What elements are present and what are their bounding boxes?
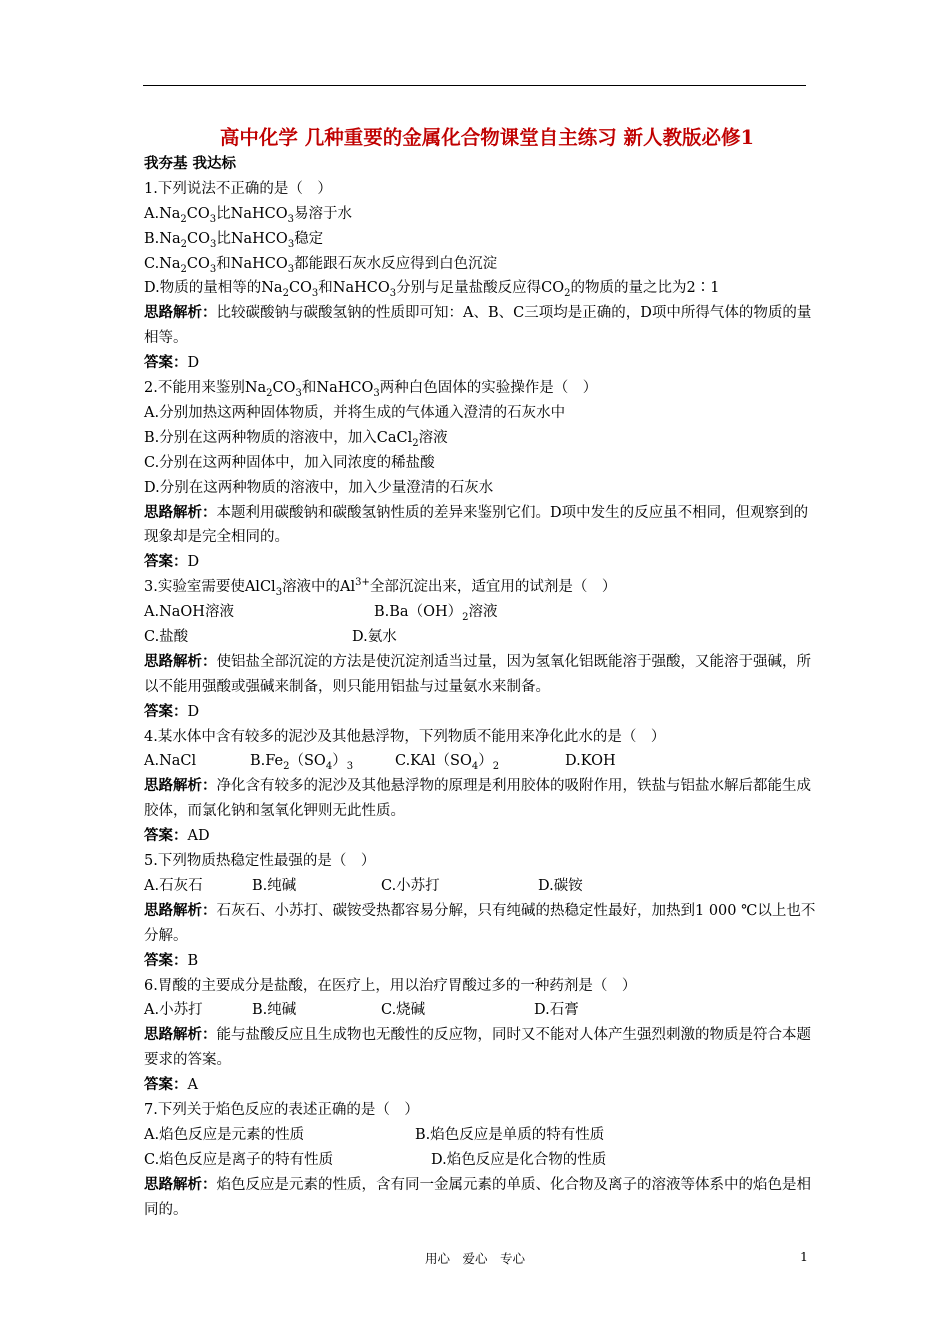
q4-stem: 4.某水体中含有较多的泥沙及其他悬浮物，下列物质不能用来净化此水的是（ ） [144, 728, 666, 745]
q7-option-a: A.焰色反应是元素的性质 [144, 1126, 305, 1143]
q6-option-a: A.小苏打 [144, 1002, 203, 1019]
q2-option-d: D.分别在这两种物质的溶液中，加入少量澄清的石灰水 [144, 479, 494, 496]
q7-analysis: 思路解析：焰色反应是元素的性质，含有同一金属元素的单质、化合物及离子的溶液等体系中的焰色是相同的。 [144, 1175, 811, 1218]
q4-options [144, 749, 816, 774]
q6-stem: 6.胃酸的主要成分是盐酸，在医疗上，用以治疗胃酸过多的一种药剂是（ ） [144, 977, 637, 994]
q4-option-b: $B.Fe_2(SO_4)_3$ [250, 753, 354, 773]
q1-option-a: $A.Na_2CO_3$比NaHCO$_3$易溶于水 [144, 205, 352, 225]
q3-option-a: A.NaOH溶液 [144, 604, 234, 621]
q7-options-cd [144, 1148, 816, 1173]
q6-option-c: C.烧碱 [381, 1002, 426, 1019]
q7-options-ab [144, 1123, 816, 1148]
q1-analysis: 思路解析：比较碳酸钠与碳酸氢钠的性质即可知：A、B、C三项均是正确的，D项中所得气体的物质的量相等。 [144, 304, 812, 347]
q7-option-c: C.焰色反应是离子的特有性质 [144, 1151, 334, 1168]
q1-answer: 答案：D [144, 354, 200, 372]
q6-option-b: B.纯碱 [252, 1002, 297, 1019]
q5-answer: 答案：B [144, 951, 199, 969]
q1-option-d: D.物质的量相等的$Na_2CO_3$和NaHCO$_3$分别与足量盐酸反应得$CO_2$的物质的量之比为2∶1 [144, 280, 720, 300]
q3-option-c: C.盐酸 [144, 628, 189, 645]
page-number: 1 [800, 1249, 808, 1264]
q3-stem: 3.实验室需要使AlCl$_3$溶液中的$Al^{3+}$全部沉淀出来，适宜用的试剂是（ ） [144, 577, 617, 599]
q1-stem: 1.下列说法不正确的是（ ） [144, 180, 332, 197]
q6-options [144, 998, 816, 1023]
q5-option-c: C.小苏打 [381, 877, 440, 894]
q1-option-c: $C.Na_2CO_3$和NaHCO$_3$都能跟石灰水反应得到白色沉淀 [144, 255, 498, 275]
q6-answer: 答案：A [144, 1076, 198, 1094]
q3-analysis: 思路解析：使铝盐全部沉淀的方法是使沉淀剂适当过量，因为氢氧化铝既能溶于强酸，又能溶于强碱，所以不能用强酸或强碱来制备，则只能用铝盐与过量氨水来制备。 [144, 652, 811, 695]
q3-answer: 答案：D [144, 702, 200, 720]
q2-analysis: 思路解析：本题利用碳酸钠和碳酸氢钠性质的差异来鉴别它们。D项中发生的反应虽不相同，但观察到的现象却是完全相同的。 [144, 503, 809, 546]
q6-option-d: D.石膏 [534, 1002, 579, 1019]
q5-stem: 5.下列物质热稳定性最强的是（ ） [144, 853, 376, 870]
q5-option-d: D.碳铵 [538, 877, 583, 894]
q4-answer: 答案：AD [144, 827, 210, 845]
q4-analysis: 思路解析：净化含有较多的泥沙及其他悬浮物的原理是利用胶体的吸附作用，铁盐与铝盐水解后都能生成胶体，而氯化钠和氢氧化钾则无此性质。 [144, 777, 811, 820]
q4-option-c: $C.KAl(SO_4)_2$ [395, 753, 500, 773]
q7-option-b: B.焰色反应是单质的特有性质 [415, 1126, 605, 1143]
q5-analysis: 思路解析：石灰石、小苏打、碳铵受热都容易分解，只有纯碱的热稳定性最好，加热到1 000 ℃以上也不分解。 [144, 901, 816, 944]
q2-option-a: A.分别加热这两种固体物质，并将生成的气体通入澄清的石灰水中 [144, 404, 566, 421]
q4-option-a: A.NaCl [144, 753, 197, 770]
q7-stem: 7.下列关于焰色反应的表述正确的是（ ） [144, 1102, 419, 1119]
header-rule [143, 85, 806, 86]
q6-analysis: 思路解析：能与盐酸反应且生成物也无酸性的反应物，同时又不能对人体产生强烈刺激的物质是符合本题要求的答案。 [144, 1026, 811, 1069]
q2-option-c: C.分别在这两种固体中，加入同浓度的稀盐酸 [144, 454, 435, 471]
page-title: 高中化学 几种重要的金属化合物课堂自主练习 新人教版必修1 [219, 126, 755, 149]
section-heading: 我夯基 我达标 [144, 155, 237, 172]
q3-option-d: D.氨水 [352, 628, 397, 645]
q5-option-b: B.纯碱 [252, 877, 297, 894]
q7-option-d: D.焰色反应是化合物的性质 [431, 1151, 607, 1168]
q3-option-b: $B.Ba(OH)_2$溶液 [374, 604, 498, 623]
q2-option-b: B.分别在这两种物质的溶液中，加入CaCl$_2$溶液 [144, 429, 448, 449]
q2-stem: 2.不能用来鉴别$Na_2CO_3$和NaHCO$_3$两种白色固体的实验操作是（ ） [144, 380, 598, 399]
footer-motto: 用心 爱心 专心 [424, 1251, 525, 1266]
q3-options-ab [144, 600, 816, 625]
q4-option-d: D.KOH [565, 753, 616, 770]
q3-options-cd [144, 625, 816, 650]
q1-option-b: $B.Na_2CO_3$比NaHCO$_3$稳定 [144, 230, 324, 250]
q2-answer: 答案：D [144, 553, 200, 571]
document-body [144, 124, 816, 1223]
q5-option-a: A.石灰石 [144, 877, 203, 894]
q5-options [144, 874, 816, 899]
